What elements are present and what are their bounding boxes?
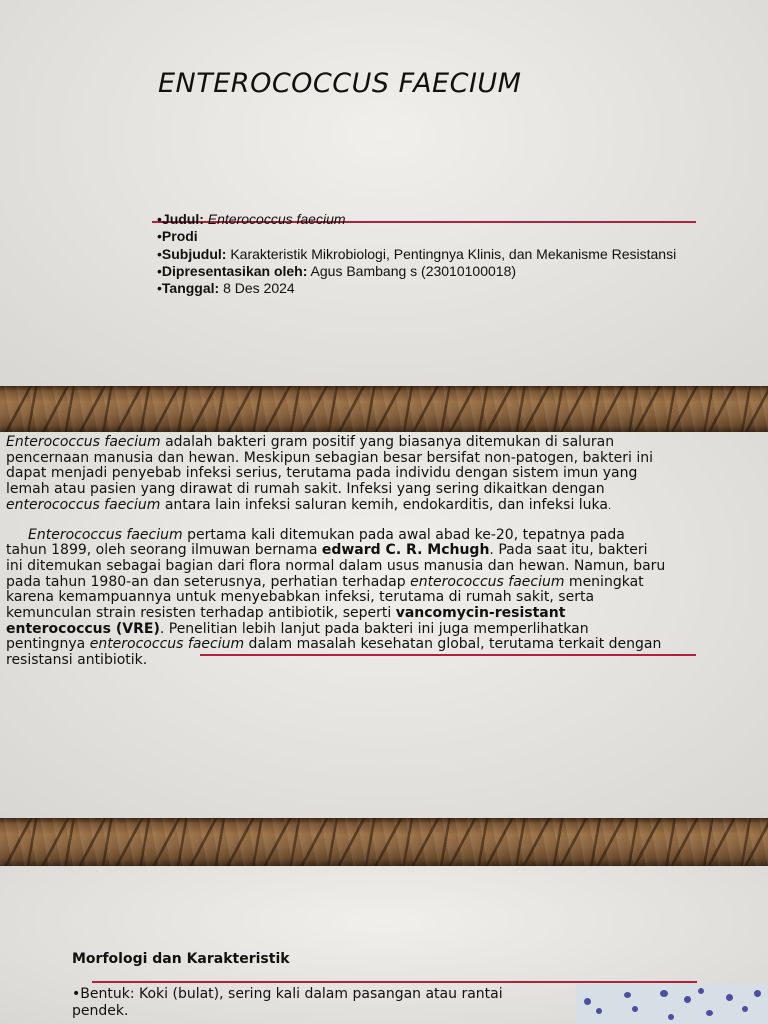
morphology-bullet: •Bentuk: Koki (bulat), sering kali dalam pasangan atau rantai pendek. [72,986,503,1019]
wood-plank-seam [116,386,143,432]
slide-meta-list [157,211,676,297]
wood-plank-seam [337,818,366,866]
microscopy-image [576,984,768,1024]
wood-plank-seam [412,386,439,432]
meta-subjudul: •Subjudul: Karakteristik Mikrobiologi, Pentingnya Klinis, dan Mekanisme Resistansi [157,245,677,262]
wood-plank-seam [634,386,661,432]
accent-divider [200,654,696,656]
wood-plank-seam [78,818,107,866]
wood-plank-seam [300,818,329,866]
wood-plank-seam [115,818,144,866]
wood-plank-seam [633,818,662,866]
wood-floor-separator [0,386,768,432]
wood-plank-seam [264,386,291,432]
wood-plank-seam [560,386,587,432]
wood-plank-seam [486,386,513,432]
wood-plank-seam [42,386,69,432]
wood-plank-seam [5,386,32,432]
wood-plank-seam [375,386,402,432]
wood-plank-seam [671,386,698,432]
title-slide [0,0,768,386]
wood-plank-seam [374,818,403,866]
wood-floor-separator [0,818,768,866]
wood-plank-seam [523,386,550,432]
wood-plank-seam [744,818,768,866]
wood-plank-seam [227,386,254,432]
intro-slide [0,432,768,818]
wood-plank-seam [448,818,477,866]
wood-plank-seam [338,386,365,432]
meta-presenter: •Dipresentasikan oleh: Agus Bambang s (23010100018) [157,262,517,279]
wood-plank-seam [745,386,768,432]
morphology-slide [0,866,768,1024]
section-heading: Morfologi dan Karakteristik [72,951,290,967]
wood-plank-seam [559,818,588,866]
wood-plank-seam [670,818,699,866]
wood-plank-seam [152,818,181,866]
wood-plank-seam [263,818,292,866]
wood-plank-seam [153,386,180,432]
wood-plank-seam [79,386,106,432]
wood-plank-seam [190,386,217,432]
wood-plank-seam [449,386,476,432]
wood-plank-seam [301,386,328,432]
slide-title: ENTEROCOCCUS FAECIUM [158,68,522,99]
meta-prodi: •Prodi [157,228,198,245]
wood-plank-seam [596,818,625,866]
wood-plank-seam [708,386,735,432]
wood-plank-seam [226,818,255,866]
wood-plank-seam [4,818,33,866]
wood-plank-seam [41,818,70,866]
meta-judul: •Judul: Enterococcus faecium [157,211,346,227]
intro-text [6,435,666,669]
accent-divider [92,981,697,983]
intro-paragraph-1: Enterococcus faecium adalah bakteri gram positif yang biasanya ditemukan di saluran pencernaan manusia dan hewan. Meskipun sebagian besar bersifat non-patogen, bakteri ini dapat menjadi penyebab infeksi serius, terutama pada individu dengan sistem imun yang lemah atau pasien yang dirawat di rumah sakit. Infeksi yang sering dikaitkan dengan enterococcus faecium antara lain infeksi saluran kemih, endokarditis, dan infeksi luka. [6,434,653,513]
wood-plank-seam [597,386,624,432]
wood-plank-seam [189,818,218,866]
wood-plank-seam [485,818,514,866]
wood-plank-seam [522,818,551,866]
wood-plank-seam [707,818,736,866]
meta-tanggal: •Tanggal: 8 Des 2024 [157,280,295,297]
wood-plank-seam [411,818,440,866]
intro-paragraph-2: Enterococcus faecium pertama kali ditemukan pada awal abad ke-20, tepatnya pada tahun 1899, oleh seorang ilmuwan bernama edward C. R. Mchugh. Pada saat itu, bakteri ini ditemukan sebagai bagian dari flora normal dalam usus manusia dan hewan. Namun, baru pada tahun 1980-an dan seterusnya, perhatian terhadap enterococcus faecium meningkat karena kemampuannya untuk menyebabkan infeksi, terutama di rumah sakit, serta kemunculan strain resisten terhadap antibiotik, seperti vancomycin-resistant enterococcus (VRE). Penelitian lebih lanjut pada bakteri ini juga memperlihatkan pentingnya enterococcus faecium dalam masalah kesehatan global, terutama terkait dengan resistansi antibiotik. [6,526,666,669]
